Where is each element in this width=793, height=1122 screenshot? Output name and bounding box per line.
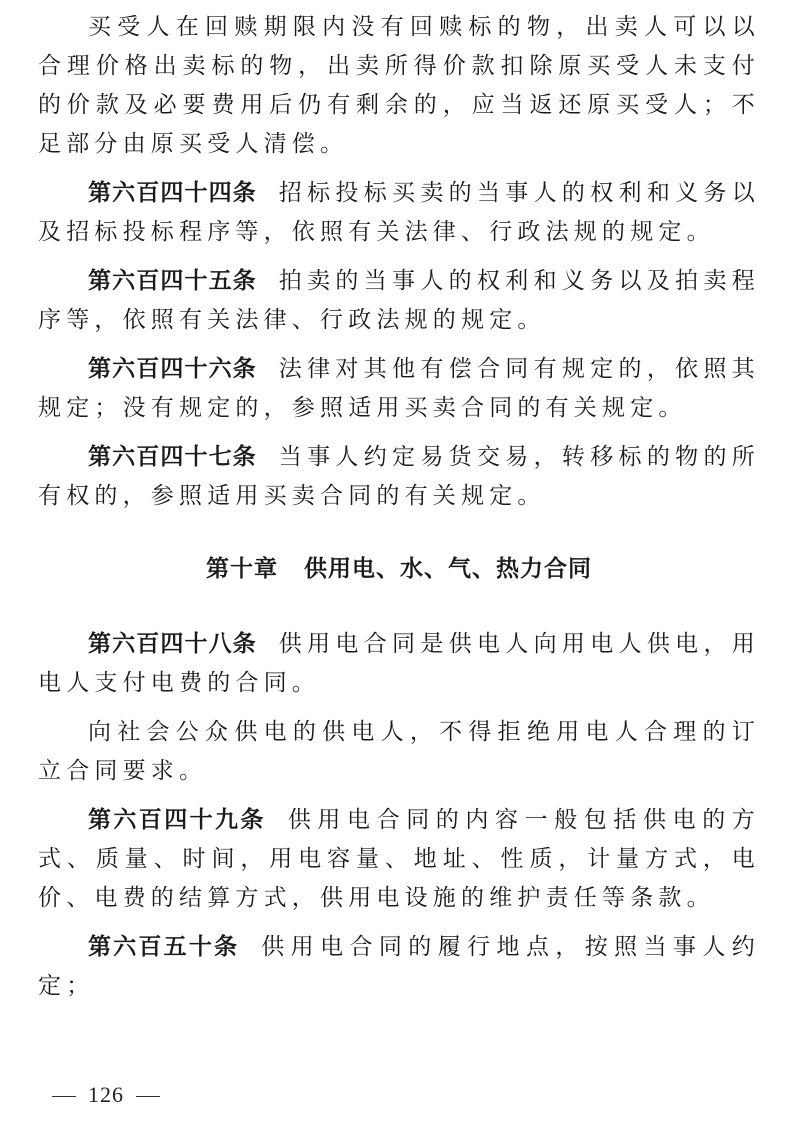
chapter-heading (38, 550, 760, 589)
article-646 (38, 350, 760, 428)
article-text: 当事人约定易货交易，转移标的物的所有权的，参照适用买卖合同的有关规定。 (38, 444, 761, 509)
paragraph-text: 买受人在回赎期限内没有回赎标的物，出卖人可以以合理价格出卖标的物，出卖所得价款扣除原买受人未支付的价款及必要费用后仍有剩余的，应当返还原买受人；不足部分由原买受人清偿。 (38, 14, 760, 157)
article-649 (38, 801, 760, 918)
article-text: 拍卖的当事人的权利和义务以及拍卖程序等，依照有关法律、行政法规的规定。 (38, 268, 761, 333)
page-footer (40, 1082, 172, 1108)
article-number: 第六百五十条 (88, 934, 240, 960)
article-number: 第六百四十四条 (88, 180, 257, 206)
article-number: 第六百四十七条 (88, 444, 257, 470)
article-text: 供用电合同的履行地点，按照当事人约定； (38, 934, 761, 999)
article-650 (38, 928, 760, 1006)
article-644 (38, 174, 760, 252)
article-number: 第六百四十九条 (88, 807, 266, 833)
article-number: 第六百四十五条 (88, 268, 257, 294)
paragraph-text: 向社会公众供电的供电人，不得拒绝用电人合理的订立合同要求。 (38, 719, 760, 784)
article-647 (38, 438, 760, 516)
chapter-title: 供用电、水、气、热力合同 (304, 556, 592, 582)
footer-dash-left (52, 1096, 76, 1097)
paragraph-continuation (38, 8, 760, 164)
article-645 (38, 262, 760, 340)
article-text: 法律对其他有偿合同有规定的，依照其规定；没有规定的，参照适用买卖合同的有关规定。 (38, 356, 761, 421)
article-number: 第六百四十八条 (88, 631, 257, 657)
paragraph-648-second (38, 713, 760, 791)
article-text: 招标投标买卖的当事人的权利和义务以及招标投标程序等，依照有关法律、行政法规的规定。 (38, 180, 761, 245)
article-number: 第六百四十六条 (88, 356, 257, 382)
document-page (38, 8, 760, 1016)
page-number: 126 (88, 1082, 124, 1107)
chapter-number: 第十章 (206, 556, 278, 582)
article-text: 供用电合同的内容一般包括供电的方式、质量、时间，用电容量、地址、性质，计量方式，电价、电费的结算方式，供用电设施的维护责任等条款。 (38, 807, 761, 911)
article-648 (38, 625, 760, 703)
footer-dash-right (136, 1096, 160, 1097)
article-text: 供用电合同是供电人向用电人供电，用电人支付电费的合同。 (38, 631, 761, 696)
